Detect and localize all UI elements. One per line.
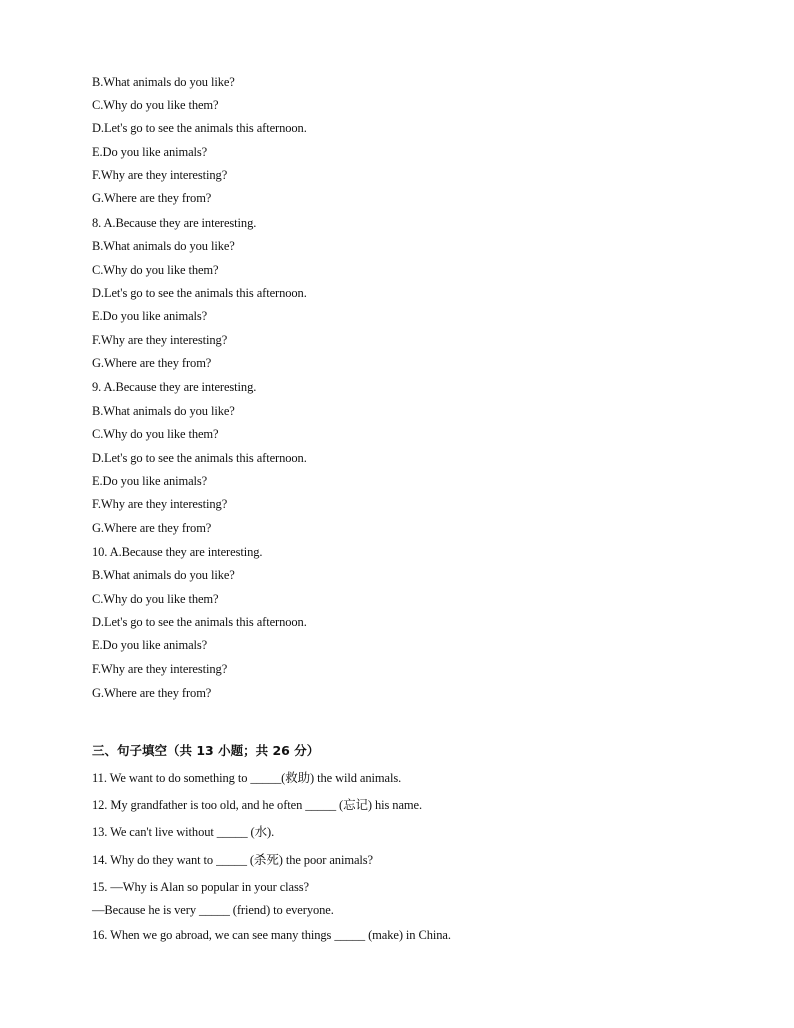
question-line: 16. When we go abroad, we can see many things _____ (make) in China. [92, 928, 451, 942]
option-line: G.Where are they from? [92, 191, 212, 205]
option-line: D.Let's go to see the animals this afternoon. [92, 615, 307, 629]
option-line: B.What animals do you like? [92, 404, 235, 418]
option-line: B.What animals do you like? [92, 75, 235, 89]
answer-line: —Because he is very _____ (friend) to everyone. [92, 903, 334, 917]
question-line: 14. Why do they want to _____ (杀死) the poor animals? [92, 853, 373, 867]
option-line: C.Why do you like them? [92, 427, 219, 441]
option-line: E.Do you like animals? [92, 474, 208, 488]
option-line: D.Let's go to see the animals this afternoon. [92, 451, 307, 465]
option-line: C.Why do you like them? [92, 98, 219, 112]
question-line: 13. We can't live without _____ (水). [92, 825, 275, 839]
option-line: G.Where are they from? [92, 356, 212, 370]
option-line: G.Where are they from? [92, 686, 212, 700]
question-line: 15. —Why is Alan so popular in your class? [92, 880, 309, 894]
question-line: 12. My grandfather is too old, and he often _____ (忘记) his name. [92, 798, 422, 812]
option-line: D.Let's go to see the animals this afternoon. [92, 121, 307, 135]
option-line: C.Why do you like them? [92, 263, 219, 277]
section-heading: 三、句子填空（共 13 小题；共 26 分） [92, 743, 320, 758]
option-line: F.Why are they interesting? [92, 333, 228, 347]
question-line: 11. We want to do something to _____(救助) the wild animals. [92, 771, 402, 785]
option-line: C.Why do you like them? [92, 592, 219, 606]
question-line: 8. A.Because they are interesting. [92, 216, 257, 230]
option-line: G.Where are they from? [92, 521, 212, 535]
option-line: E.Do you like animals? [92, 638, 208, 652]
option-line: B.What animals do you like? [92, 239, 235, 253]
option-line: F.Why are they interesting? [92, 662, 228, 676]
option-line: F.Why are they interesting? [92, 168, 228, 182]
option-line: D.Let's go to see the animals this afternoon. [92, 286, 307, 300]
option-line: F.Why are they interesting? [92, 497, 228, 511]
question-line: 10. A.Because they are interesting. [92, 545, 263, 559]
option-line: E.Do you like animals? [92, 145, 208, 159]
question-line: 9. A.Because they are interesting. [92, 380, 257, 394]
option-line: E.Do you like animals? [92, 309, 208, 323]
option-line: B.What animals do you like? [92, 568, 235, 582]
